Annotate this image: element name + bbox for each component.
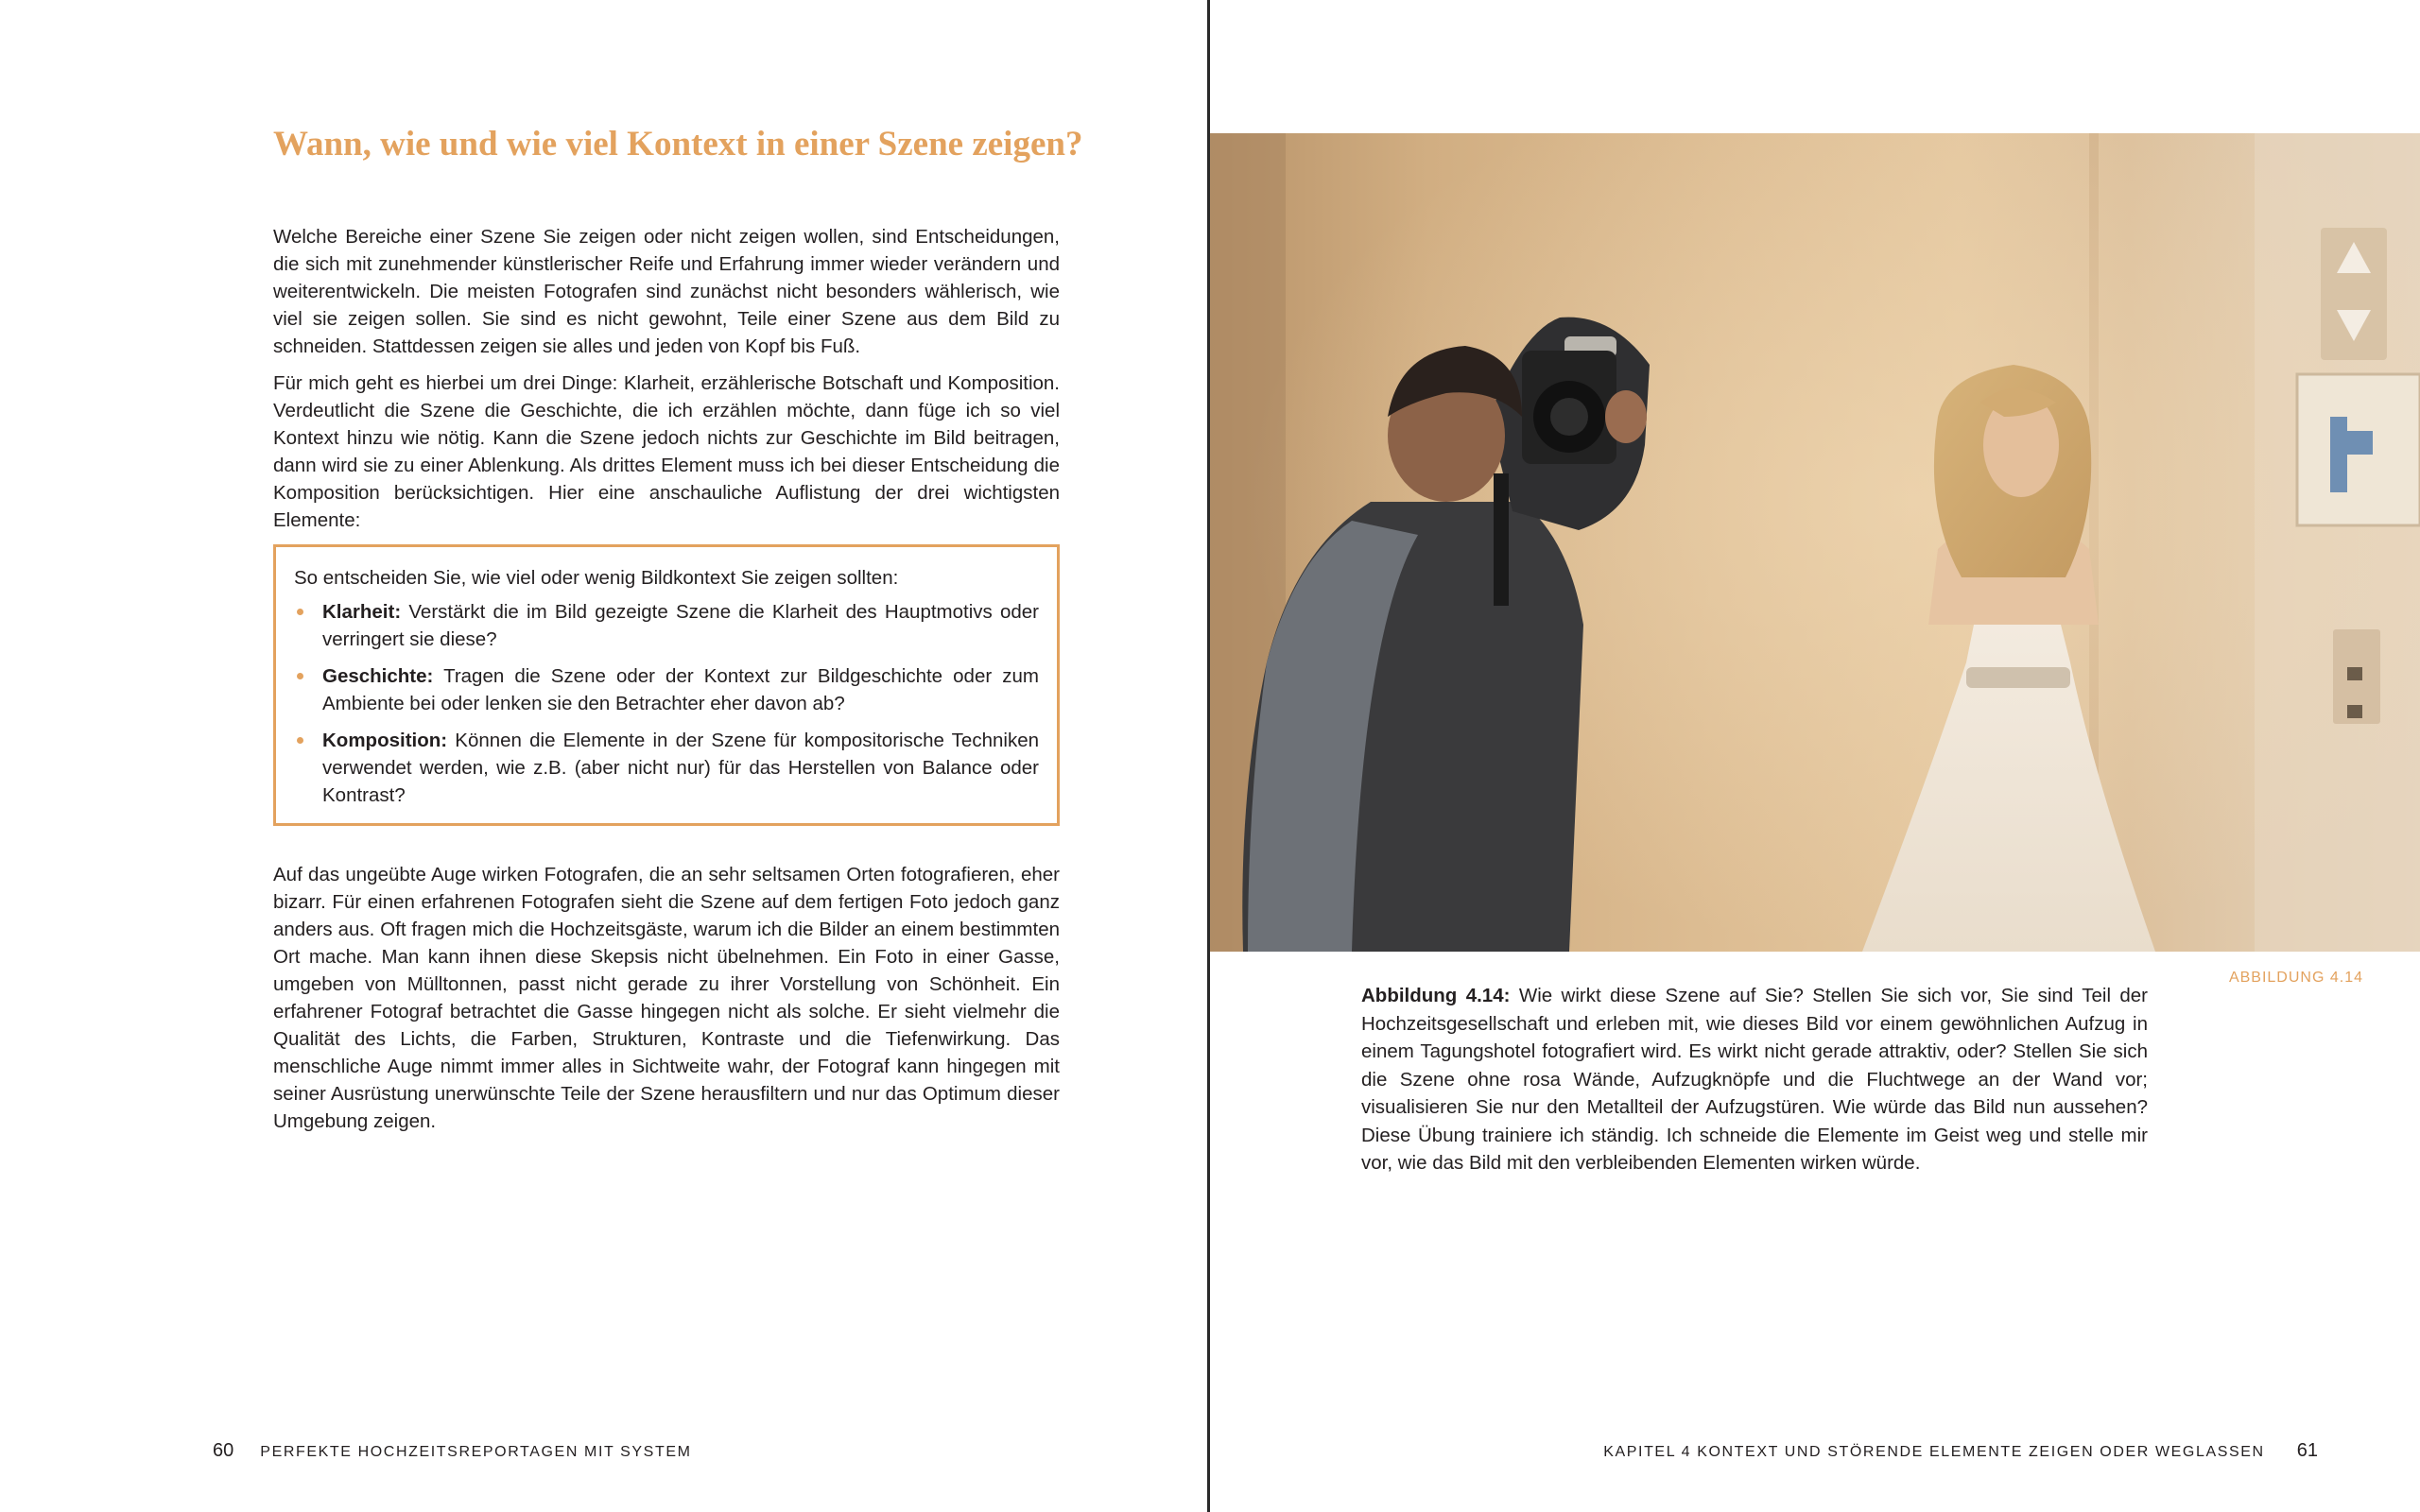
info-box-intro: So entscheiden Sie, wie viel oder wenig Bildkontext Sie zeigen sollten:: [294, 567, 899, 589]
body-paragraph-1: Welche Bereiche einer Szene Sie zeigen oder nicht zeigen wollen, sind Entscheidungen, die sich mit zunehmender künstlerischer Reife und Erfahrung immer wieder verändern und weiterentwickeln. Die meisten Fotografen sind zunächst nicht besonders wählerisch, wie viel sie zeigen sollen. Sie sind es nicht gewohnt, Teile einer Szene aus dem Bild zu schneiden. Stattdessen zeigen sie alles und jeden von Kopf bis Fuß.: [273, 226, 1060, 357]
figure-caption: [1361, 982, 2148, 1177]
list-item-term: Klarheit:: [322, 601, 402, 623]
left-page: [0, 0, 1207, 1512]
body-paragraph-2: Für mich geht es hierbei um drei Dinge: Klarheit, erzählerische Botschaft und Komposition. Verdeutlicht die Szene die Geschichte, die ich erzählen möchte, dann füge ich so viel Kontext hinzu wie nötig. Kann die Szene jedoch nichts zur Geschichte im Bild beitragen, dann wird sie zu einer Ablenkung. Als drittes Element muss ich bei dieser Entscheidung die Komposition berücksichtigen. Hier eine anschauliche Auflistung der drei wichtigsten Elemente:: [273, 372, 1060, 531]
right-page: [1210, 0, 2420, 1512]
bullet-icon: [297, 609, 303, 615]
wedding-photo: [1210, 133, 2420, 952]
running-title: PERFEKTE HOCHZEITSREPORTAGEN MIT SYSTEM: [260, 1444, 692, 1460]
page-number: 60: [213, 1440, 234, 1461]
photo-illustration: [1210, 133, 2420, 952]
list-item-term: Komposition:: [322, 730, 448, 751]
info-box: [273, 544, 1060, 826]
figure-tag: ABBILDUNG 4.14: [2228, 970, 2363, 986]
left-footer: [213, 1436, 692, 1467]
page-number: 61: [2296, 1440, 2318, 1461]
section-heading: Wann, wie und wie viel Kontext in einer Szene zeigen?: [273, 125, 1083, 163]
list-item-term: Geschichte:: [322, 665, 434, 687]
list-item-klarheit: [294, 598, 1039, 653]
list-item-text: Können die Elemente in der Szene für kompositorische Techniken verwendet werden, wie z.B. (aber nicht nur) für das Herstellen von Balance oder Kontrast?: [322, 730, 1039, 806]
caption-text: Wie wirkt diese Szene auf Sie? Stellen Sie sich vor, Sie sind Teil der Hochzeitsgesellschaft und erleben mit, wie dieses Bild vor einem gewöhnlichen Aufzug in einem Tagungshotel fotografiert wird. Es wirkt nicht gerade attraktiv, oder? Stellen Sie sich die Szene ohne rosa Wände, Aufzugknöpfe und die Fluchtwege an der Wand vor; visualisieren Sie nur den Metallteil der Aufzugstüren. Wie würde das Bild nun aussehen? Diese Übung trainiere ich ständig. Ich schneide die Elemente im Geist weg und stelle mir vor, wie das Bild mit den verbleibenden Elementen wirken würde.: [1361, 985, 2149, 1174]
caption-label: Abbildung 4.14:: [1361, 985, 1511, 1006]
list-item-komposition: [294, 727, 1039, 809]
bullet-icon: [297, 673, 303, 679]
list-item-geschichte: [294, 662, 1039, 717]
body-paragraph-3: Auf das ungeübte Auge wirken Fotografen, die an sehr seltsamen Orten fotografieren, eher bizarr. Für einen erfahrenen Fotografen sieht die Szene auf dem fertigen Foto jedoch ganz anders aus. Oft fragen mich die Hochzeitsgäste, warum ich die Bilder an einem bestimmten Ort mache. Man kann ihnen diese Skepsis nicht übelnehmen. Ein Foto in einer Gasse, umgeben von Mülltonnen, passt nicht gerade zu ihrer Vorstellung von Schönheit. Ein erfahrener Fotograf betrachtet die Gasse hingegen nicht als solche. Er sieht vielmehr die Qualität des Lichts, die Farben, Strukturen, Kontraste und die Tiefenwirkung. Das menschliche Auge nimmt immer alles in Sichtweite wahr, der Fotograf kann hingegen mit seiner Ausrüstung unerwünschte Teile der Szene herausfiltern und nur das Optimum dieser Umgebung zeigen.: [273, 864, 1060, 1132]
info-box-list: [294, 598, 1039, 809]
list-item-text: Verstärkt die im Bild gezeigte Szene die Klarheit des Hauptmotivs oder verringert sie diese?: [322, 601, 1040, 650]
bullet-icon: [297, 737, 303, 744]
right-footer: [1603, 1436, 2318, 1467]
running-title: KAPITEL 4 KONTEXT UND STÖRENDE ELEMENTE ZEIGEN ODER WEGLASSEN: [1603, 1444, 2265, 1460]
list-item-text: Tragen die Szene oder der Kontext zur Bildgeschichte oder zum Ambiente bei oder lenken sie den Betrachter eher davon ab?: [322, 665, 1039, 714]
